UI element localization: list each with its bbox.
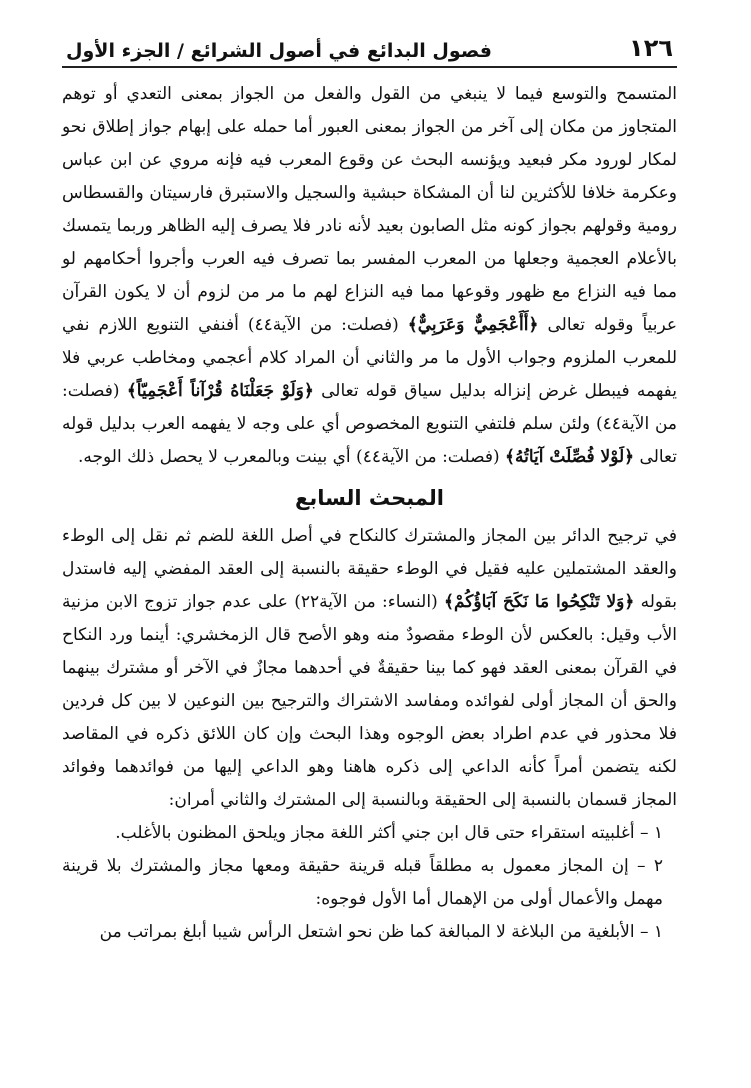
body-text (62, 78, 677, 949)
document-page (62, 30, 677, 1070)
running-title: فصول البدائع في أصول الشرائع / الجزء الأول (66, 40, 492, 62)
quran-verse: ﴿وَلا تَنْكِحُوا مَا نَكَحَ آبَاؤُكُمْ﴾ (444, 592, 635, 612)
paragraph-text: (النساء: من الآية٢٢) على عدم جواز تزوج الابن مزنية الأب وقيل: بالعكس لأن الوطء مقصودٌ منه وهو الأصح قال الزمخشري: أينما ورد النكاح في القرآن بمعنى العقد فهو كما بينا حقيقةٌ في أحدهما مجازٌ في الآخر أو مشترك بينهما والحق أن المجاز أولى لفوائده ومفاسد الاشتراك والترجيح بين النوعين لا بين كل فردين فلا محذور في عدم اطراد بعض الوجوه وهذا البحث وإن كان اللائق ذكره في المقاصد لكنه يتضمن أمراً كأنه الداعي إلى ذكره هاهنا وهو الداعي إليها من فوائدهما وفوائد المجاز قسمان بالنسبة إلى الحقيقة وبالنسبة إلى المشترك والثاني أمران: (62, 592, 677, 810)
paragraph (62, 520, 677, 817)
paragraph-text: (فصلت: من الآية٤٤) ولئن سلم فلتفي التنويع المخصوص أي على وجه لا يفهمه العرب بدليل قوله تعالى (62, 381, 678, 467)
paragraph-text: (فصلت: من الآية٤٤) أي بينت وبالمعرب لا يحصل ذلك الوجه. (77, 447, 500, 467)
list-item: ١ – الأبلغية من البلاغة لا المبالغة كما ظن نحو اشتعل الرأس شيبا أبلغ بمراتب من (99, 922, 663, 942)
page-number: ١٢٦ (629, 34, 673, 62)
page-header (62, 30, 677, 68)
list-item: ٢ – إن المجاز معمول به مطلقاً قبله قرينة حقيقة ومعها مجاز والمشترك بلا قرينة مهمل والأعمال أولى من الإهمال أما الأول فوجوه: (62, 856, 663, 909)
quran-verse: ﴿أَأَعْجَمِيٌّ وَعَرَبِيٌّ﴾ (407, 315, 539, 335)
list-item: ١ – أغلبيته استقراء حتى قال ابن جني أكثر اللغة مجاز ويلحق المظنون بالأغلب. (115, 823, 663, 843)
section-heading: المبحث السابع (295, 486, 444, 510)
paragraph (62, 78, 677, 474)
paragraph-text: (فصلت: من الآية٤٤) أفنفي التنويع اللازم نفي للمعرب الملزوم وجواب الأول ما مر والثاني أن المراد كلام أعجمي ومخاطب عربي فلا يفهمه فيبطل غرض إنزاله بدليل سياق قوله تعالى (62, 315, 677, 401)
paragraph-text: المتسمح والتوسع فيما لا ينبغي من القول والفعل من الجواز بمعنى التعدي أو توهم المتجاوز من مكان إلى آخر من الجواز بمعنى العبور أما حمله على إبهام جواز إطلاق نحو لمكار لورود مكر فبعيد ويؤنسه البحث عن وقوع المعرب فيه فإنه مروي عن ابن عباس وعكرمة خلافا للأكثرين لنا أن المشكاة حبشية والسجيل والاستبرق فارسيتان والقسطاس رومية وقولهم بجواز كونه مثل الصابون بعيد لأنه نادر فلا يصرف إليه الظاهر وربما يتمسك بالأعلام العجمية وجعلها من المعرب المفسر بما تصرف فيه العرب وأجروا أحكامهم لو مما فيه النزاع مع ظهور وقوعها مما فيه النزاع لهم ما مر من لزوم أن لا يكون القرآن عربياً وقوله تعالى (62, 84, 678, 335)
paragraph-text: في ترجيح الدائر بين المجاز والمشترك كالنكاح في أصل اللغة للضم ثم نقل إلى الوطء والعقد المشتملين عليه فقيل في الوطء حقيقة بالنسبة إلى العقد المفضي إليه فاستدل بقوله (62, 526, 678, 612)
quran-verse: ﴿وَلَوْ جَعَلْنَاهُ قُرْآناً أَعْجَمِيّاً﴾ (126, 381, 314, 401)
quran-verse: ﴿لَوْلا فُصِّلَتْ آيَاتُهُ﴾ (505, 447, 635, 467)
